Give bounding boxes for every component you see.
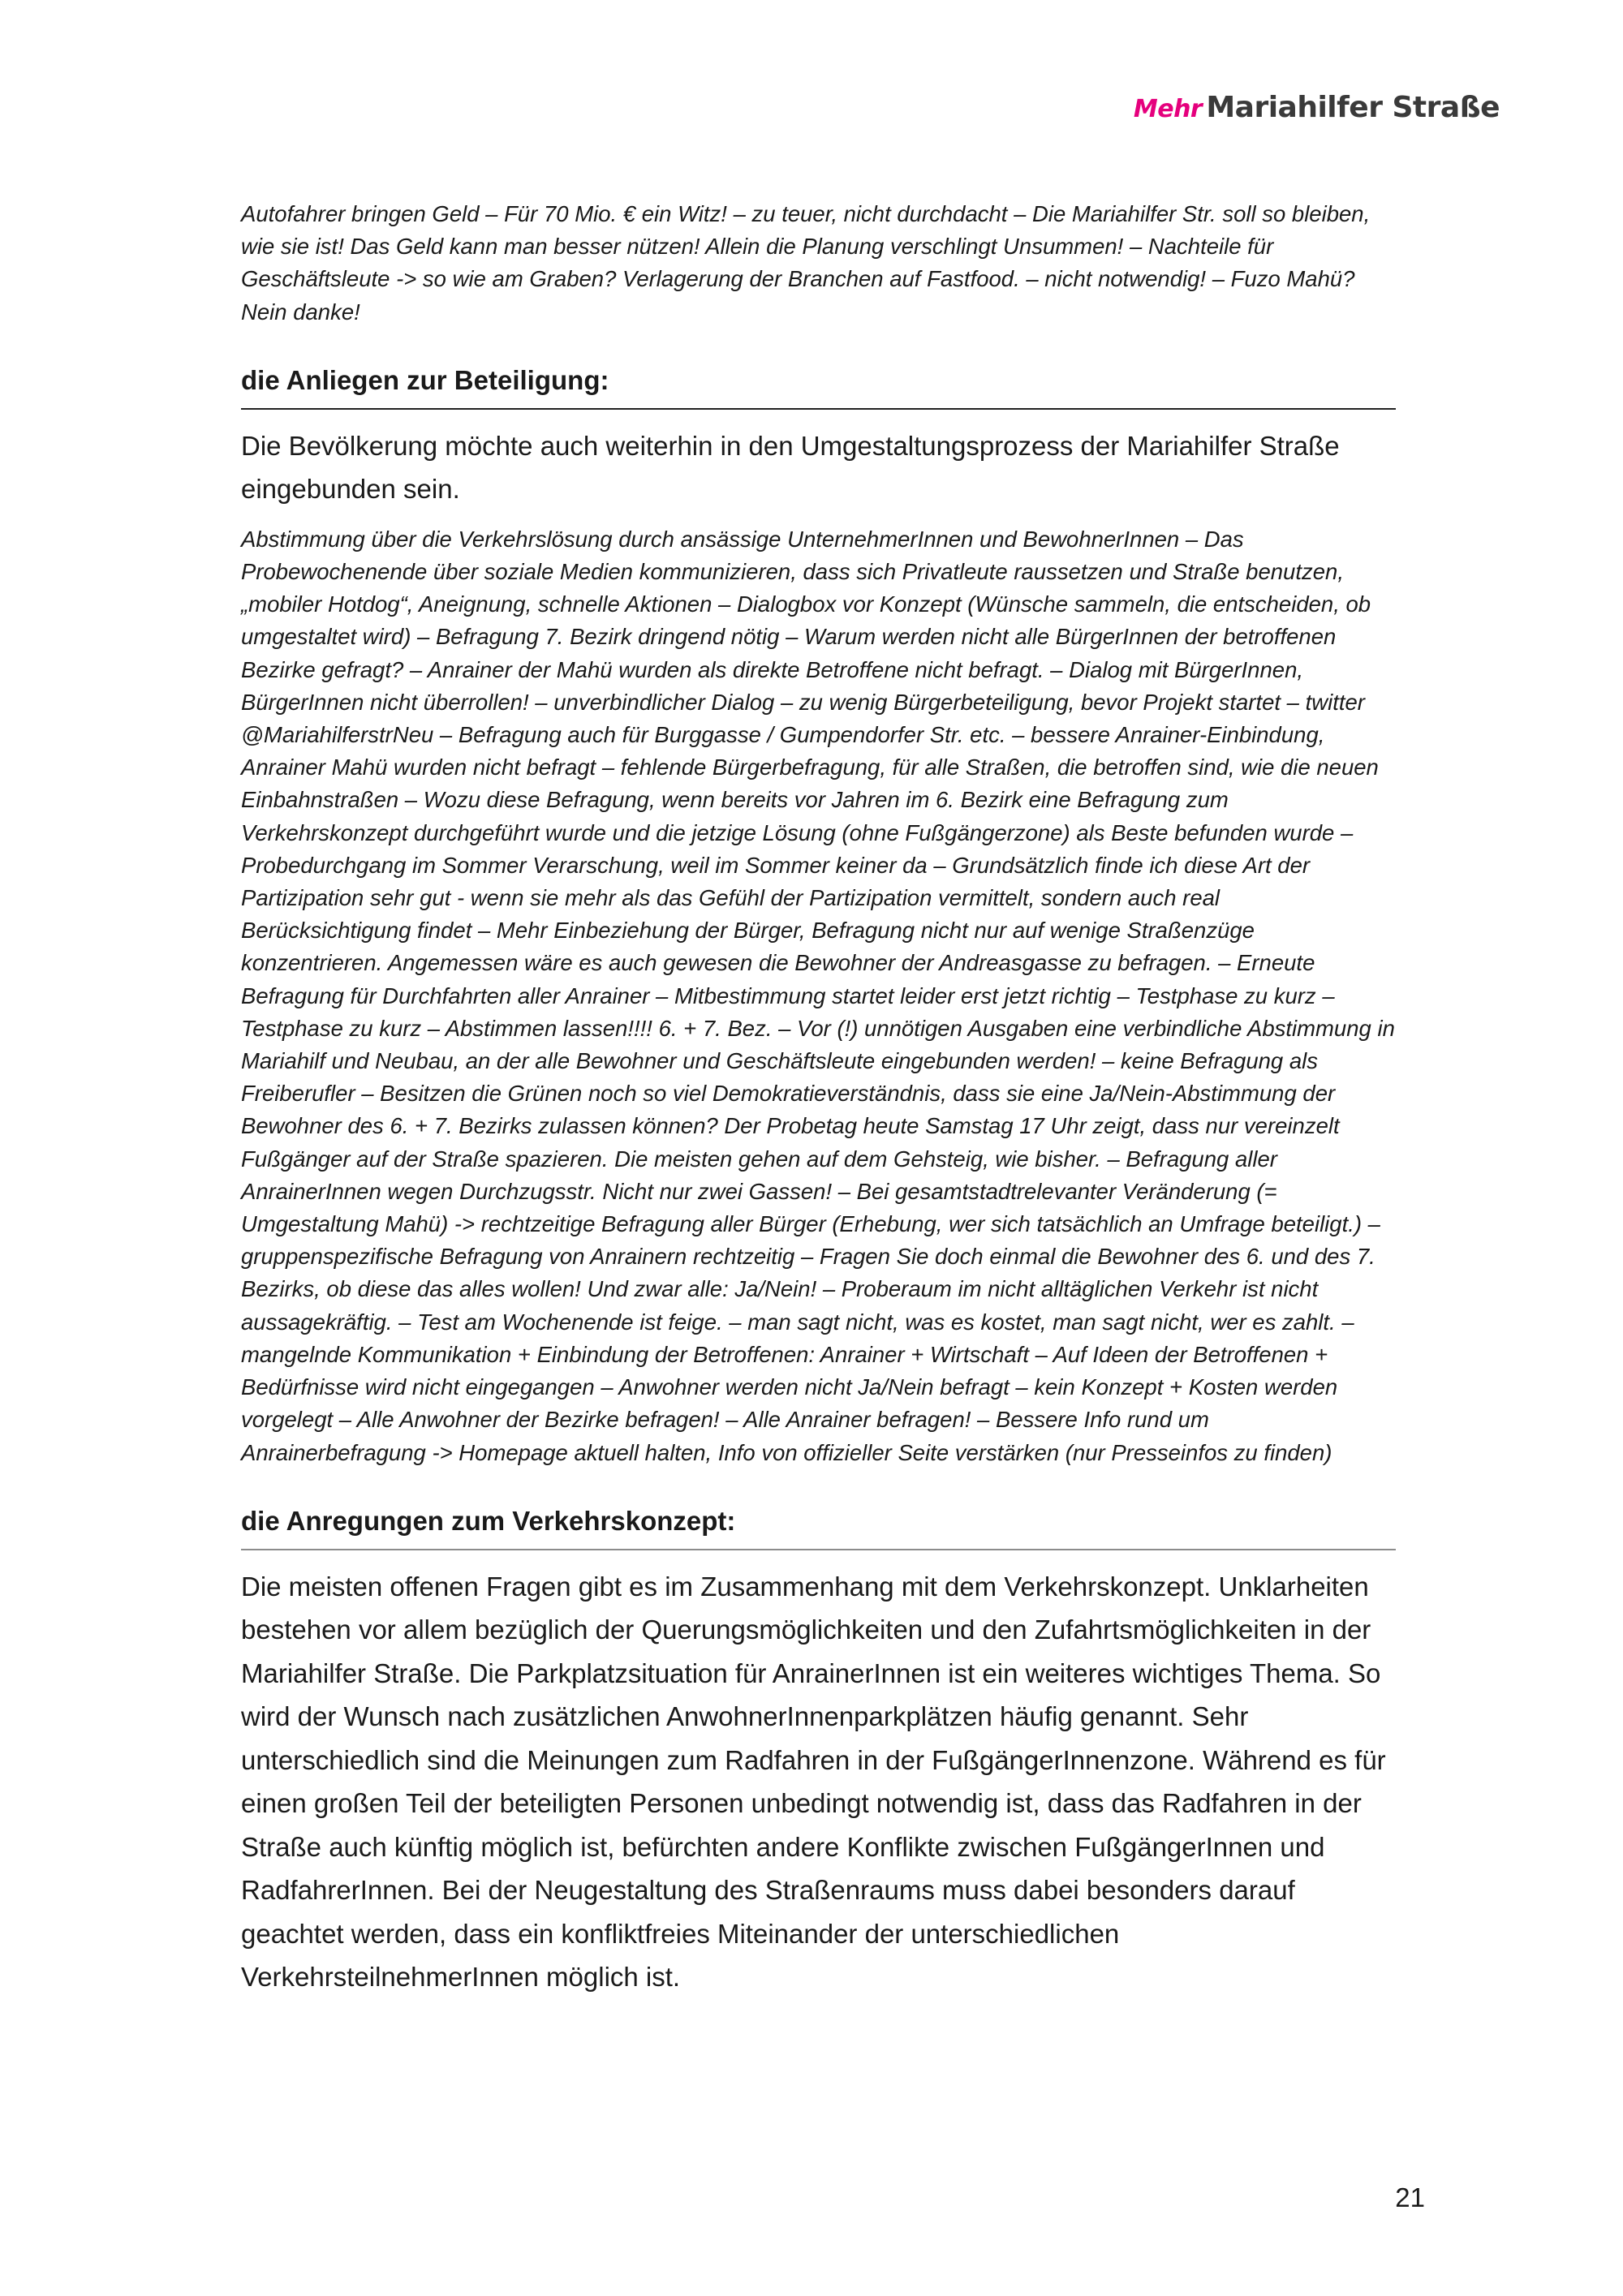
top-quotes-paragraph: Autofahrer bringen Geld – Für 70 Mio. € ein Witz! – zu teuer, nicht durchdacht – Die Mariahilfer Str. soll so bleiben, wie sie ist! Das Geld kann man besser nützen! Allein die Planung verschlingt Unsummen! – Nachteile für Geschäftsleute -> so wie am Graben? Verlagerung der Branchen auf Fastfood. – nicht notwendig! – Fuzo Mahü? Nein danke! <box>241 201 1371 325</box>
section-heading-participation: die Anliegen zur Beteiligung: <box>241 364 609 395</box>
section-traffic-concept <box>241 1505 1396 1999</box>
logo-name: Mariahilfer Straße <box>1206 91 1500 124</box>
brand-logo <box>1134 91 1500 124</box>
heading-divider <box>241 408 1396 410</box>
heading-divider <box>241 1549 1396 1550</box>
participation-quotes: Abstimmung über die Verkehrslösung durch ansässige UnternehmerInnen und BewohnerInnen – Das Probewochenende über soziale Medien kommunizieren, dass sich Privatleute raussetzen und Straße benutzen, „mobiler Hotdog“, Aneignung, schnelle Aktionen – Dialogbox vor Konzept (Wünsche sammeln, die entscheiden, ob umgestaltet wird) – Befragung 7. Bezirk dringend nötig – Warum werden nicht alle BürgerInnen der betroffenen Bezirke gefragt? – Anrainer der Mahü wurden als direkte Betroffene nicht befragt. – Dialog mit BürgerInnen, BürgerInnen nicht überrollen! – unverbindlicher Dialog – zu wenig Bürgerbeteiligung, bevor Projekt startet – twitter @MariahilferstrNeu – Befragung auch für Burggasse / Gumpendorfer Str. etc. – bessere Anrainer-Einbindung, Anrainer Mahü wurden nicht befragt – fehlende Bürgerbefragung, für alle Straßen, die betroffen sind, wie die neuen Einbahnstraßen – Wozu diese Befragung, wenn bereits vor Jahren im 6. Bezirk eine Befragung zum Verkehrskonzept durchgeführt wurde und die jetzige Lösung (ohne Fußgängerzone) als Beste befunden wurde – Probedurchgang im Sommer Verarschung, weil im Sommer keiner da – Grundsätzlich finde ich diese Art der Partizipation sehr gut - wenn sie mehr als das Gefühl der Partizipation vermittelt, sondern auch real Berücksichtigung findet – Mehr Einbeziehung der Bürger, Befragung nicht nur auf wenige Straßenzüge konzentrieren. Angemessen wäre es auch gewesen die Bewohner der Andreasgasse zu befragen. – Erneute Befragung für Durchfahrten aller Anrainer – Mitbestimmung startet leider erst jetzt richtig – Testphase zu kurz – Testphase zu kurz – Abstimmen lassen!!!! 6. + 7. Bez. – Vor (!) unnötigen Ausgaben eine verbindliche Abstimmung in Mariahilf und Neubau, an der alle Bewohner und Geschäftsleute eingebunden werden! – keine Befragung als Freiberufler – Besitzen die Grünen noch so viel Demokratieverständnis, dass sie eine Ja/Nein-Abstimmung der Bewohner des 6. + 7. Bezirks zulassen können? Der Probetag heute Samstag 17 Uhr zeigt, dass nur vereinzelt Fußgänger auf der Straße spazieren. Die meisten gehen auf dem Gehsteig, wie bisher. – Befragung aller AnrainerInnen wegen Durchzugsstr. Nicht nur zwei Gassen! – Bei gesamtstadtrelevanter Veränderung (= Umgestaltung Mahü) -> rechtzeitige Befragung aller Bürger (Erhebung, wer sich tatsächlich an Umfrage beteiligt.) – gruppenspezifische Befragung von Anrainern rechtzeitig – Fragen Sie doch einmal die Bewohner des 6. und des 7. Bezirks, ob diese das alles wollen! Und zwar alle: Ja/Nein! – Proberaum im nicht alltäglichen Verkehr ist nicht aussagekräftig. – Test am Wochenende ist feige. – man sagt nicht, was es kostet, man sagt nicht, wer es zahlt. – mangelnde Kommunikation + Einbindung der Betroffenen: Anrainer + Wirtschaft – Auf Ideen der Betroffenen + Bedürfnisse wird nicht eingegangen – Anwohner werden nicht Ja/Nein befragt – kein Konzept + Kosten werden vorgelegt – Alle Anwohner der Bezirke befragen! – Alle Anrainer befragen! – Bessere Info rund um Anrainerbefragung -> Homepage aktuell halten, Info von offizieller Seite verstärken (nur Presseinfos zu finden) <box>241 526 1395 1465</box>
page-number: 21 <box>1395 2182 1425 2212</box>
section-participation <box>241 364 1396 1469</box>
page-content <box>241 198 1396 1999</box>
traffic-concept-body: Die meisten offenen Fragen gibt es im Zusammenhang mit dem Verkehrskonzept. Unklarheiten bestehen vor allem bezüglich der Querungsmöglichkeiten und den Zufahrtsmöglichkeiten in der Mariahilfer Straße. Die Parkplatzsituation für AnrainerInnen ist ein weiteres wichtiges Thema. So wird der Wunsch nach zusätzlichen AnwohnerInnenparkplätzen häufig genannt. Sehr unterschiedlich sind die Meinungen zum Radfahren in der FußgängerInnenzone. Während es für einen großen Teil der beteiligten Personen unbedingt notwendig ist, dass das Radfahren in der Straße auch künftig möglich ist, befürchten andere Konflikte zwischen FußgängerInnen und RadfahrerInnen. Bei der Neugestaltung des Straßenraums muss dabei besonders darauf geachtet werden, dass ein konfliktfreies Miteinander der unterschiedlichen VerkehrsteilnehmerInnen möglich ist. <box>241 1571 1386 1993</box>
section-intro-participation: Die Bevölkerung möchte auch weiterhin in den Umgestaltungsprozess der Mariahilfer Straße eingebunden sein. <box>241 430 1340 504</box>
logo-mehr: Mehr <box>1133 95 1203 123</box>
section-heading-traffic-concept: die Anregungen zum Verkehrskonzept: <box>241 1505 736 1536</box>
